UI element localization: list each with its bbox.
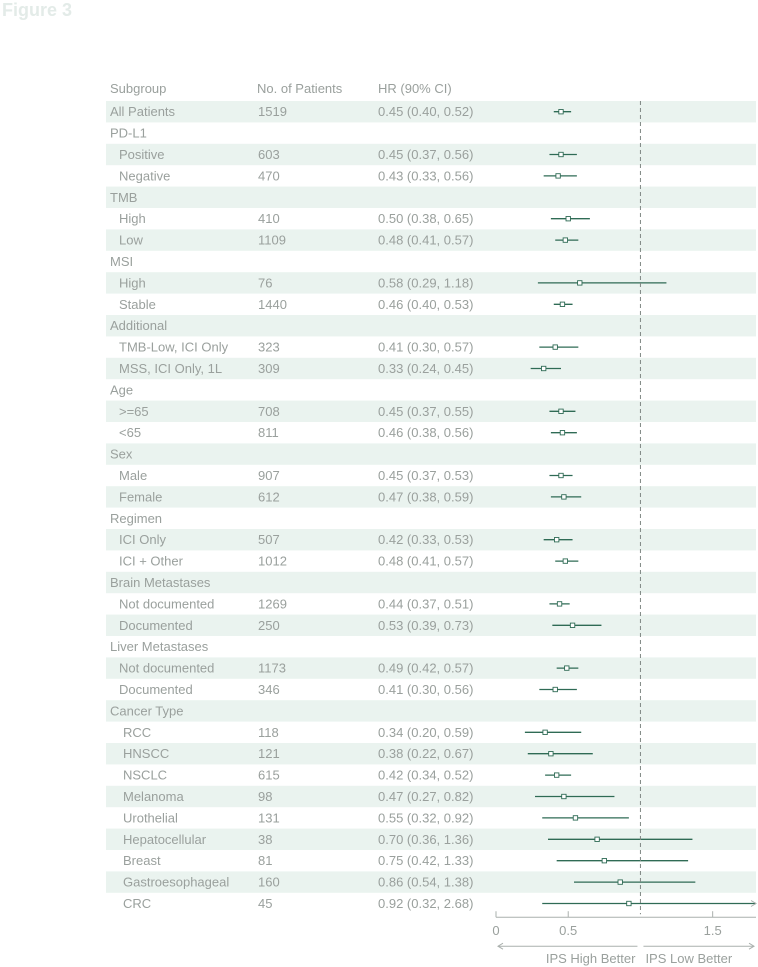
hr-point: [553, 345, 557, 349]
hr-point: [562, 495, 566, 499]
patient-count: 612: [258, 489, 280, 505]
hr-point: [595, 837, 599, 841]
subgroup-label: Negative: [119, 168, 171, 184]
subgroup-header: MSI: [110, 254, 134, 269]
hr-point: [618, 880, 622, 884]
hr-value: 0.75 (0.42, 1.33): [378, 853, 474, 869]
hr-value: 0.53 (0.39, 0.73): [378, 617, 474, 633]
subgroup-header: Regimen: [110, 510, 163, 526]
hr-point: [563, 559, 567, 563]
hr-value: 0.48 (0.41, 0.57): [378, 553, 474, 569]
patient-count: 250: [258, 617, 280, 633]
patient-count: 121: [258, 746, 280, 762]
hr-point: [602, 859, 606, 863]
patient-count: 76: [258, 275, 273, 291]
patient-count: 1012: [258, 553, 287, 569]
hr-value: 0.70 (0.36, 1.36): [378, 831, 474, 847]
hr-point: [563, 238, 567, 242]
patient-count: 1269: [258, 596, 287, 612]
hr-point: [541, 366, 545, 370]
hr-point: [559, 473, 563, 477]
hr-point: [560, 302, 564, 306]
patient-count: 118: [258, 724, 279, 740]
subgroup-label: Urothelial: [123, 810, 178, 826]
hr-value: 0.50 (0.38, 0.65): [378, 211, 474, 227]
hr-value: 0.86 (0.54, 1.38): [378, 874, 474, 890]
subgroup-label: Not documented: [119, 596, 215, 612]
hr-value: 0.48 (0.41, 0.57): [378, 232, 474, 248]
subgroup-header: TMB: [110, 189, 138, 205]
subgroup-label: Low: [119, 232, 143, 248]
hr-point: [565, 666, 569, 670]
subgroup-header: Brain Metastases: [110, 575, 211, 590]
x-tick-label: 1.5: [703, 923, 722, 939]
hr-value: 0.46 (0.40, 0.53): [378, 296, 474, 312]
patient-count: 81: [258, 853, 273, 869]
hr-point: [553, 687, 557, 691]
row-band: [106, 700, 756, 721]
patient-count: 131: [258, 810, 280, 826]
hr-point: [556, 174, 560, 178]
patient-count: 907: [258, 468, 280, 483]
hr-point: [559, 110, 563, 114]
hr-value: 0.41 (0.30, 0.57): [378, 339, 474, 355]
x-tick-label: 0: [492, 923, 500, 939]
subgroup-label: Documented: [119, 617, 193, 633]
subgroup-label: >=65: [119, 403, 149, 419]
subgroup-header: Sex: [110, 446, 133, 462]
patient-count: 1173: [258, 660, 286, 676]
subgroup-header: Liver Metastases: [110, 639, 209, 655]
hr-value: 0.55 (0.32, 0.92): [378, 810, 474, 826]
subgroup-label: Female: [119, 489, 163, 505]
patient-count: 1440: [258, 296, 287, 312]
figure-label: Figure 3: [2, 0, 73, 20]
subgroup-label: HNSCC: [123, 746, 170, 762]
hr-value: 0.47 (0.38, 0.59): [378, 489, 474, 505]
patient-count: 1519: [258, 104, 287, 120]
subgroup-label: MSS, ICI Only, 1L: [119, 361, 223, 376]
hr-value: 0.92 (0.32, 2.68): [378, 896, 474, 911]
subgroup-label: Gastroesophageal: [123, 874, 230, 890]
patient-count: 603: [258, 147, 280, 162]
subgroup-label: ICI Only: [119, 532, 166, 548]
subgroup-label: Not documented: [119, 660, 215, 676]
patient-count: 38: [258, 831, 273, 847]
subgroup-label: ICI + Other: [119, 553, 183, 569]
patient-count: 1109: [258, 232, 286, 248]
hr-point: [557, 602, 561, 606]
patient-count: 160: [258, 874, 280, 890]
hr-point: [573, 816, 577, 820]
patient-count: 507: [258, 532, 280, 548]
subgroup-label: Melanoma: [123, 789, 184, 804]
hr-point: [566, 217, 570, 221]
patient-count: 98: [258, 789, 273, 804]
hr-value: 0.58 (0.29, 1.18): [378, 275, 474, 291]
hr-point: [562, 794, 566, 798]
patient-count: 309: [258, 361, 280, 376]
row-band: [106, 187, 756, 208]
header-hr: HR (90% CI): [378, 81, 452, 96]
hr-value: 0.45 (0.37, 0.55): [378, 403, 474, 419]
hr-point: [627, 901, 631, 905]
column-headers: [110, 81, 452, 96]
header-patients: No. of Patients: [257, 81, 343, 96]
x-axis: [492, 911, 756, 966]
hr-value: 0.43 (0.33, 0.56): [378, 168, 474, 184]
hr-value: 0.44 (0.37, 0.51): [378, 596, 474, 612]
hr-point: [559, 409, 563, 413]
hr-point: [570, 623, 574, 627]
subgroup-label: Stable: [119, 296, 156, 312]
subgroup-label: Documented: [119, 682, 193, 697]
patient-count: 615: [258, 767, 280, 783]
subgroup-label: Hepatocellular: [123, 831, 207, 847]
patient-count: 708: [258, 403, 280, 419]
hr-value: 0.42 (0.33, 0.53): [378, 532, 474, 548]
subgroup-label: Positive: [119, 147, 165, 162]
x-tick-label: 0.5: [559, 923, 578, 939]
hr-value: 0.45 (0.37, 0.53): [378, 468, 474, 483]
direction-label-right: IPS Low Better: [645, 951, 733, 967]
subgroup-label: High: [119, 211, 146, 227]
direction-label-left: IPS High Better: [545, 951, 636, 967]
hr-value: 0.46 (0.38, 0.56): [378, 425, 474, 441]
patient-count: 410: [258, 211, 280, 227]
subgroup-label: Male: [119, 468, 148, 483]
hr-value: 0.34 (0.20, 0.59): [378, 724, 474, 740]
hr-point: [560, 431, 564, 435]
hr-point: [559, 152, 563, 156]
hr-point: [554, 773, 558, 777]
subgroup-label: High: [119, 275, 146, 291]
subgroup-label: TMB-Low, ICI Only: [119, 339, 229, 355]
subgroup-header: Additional: [110, 318, 168, 334]
patient-count: 470: [258, 168, 280, 184]
patient-count: 346: [258, 682, 280, 697]
hr-value: 0.42 (0.34, 0.52): [378, 767, 474, 783]
hr-value: 0.45 (0.37, 0.56): [378, 147, 474, 162]
hr-point: [578, 281, 582, 285]
subgroup-label: All Patients: [110, 104, 176, 120]
subgroup-label: NSCLC: [123, 767, 168, 783]
subgroup-label: CRC: [123, 896, 152, 911]
hr-point: [549, 752, 553, 756]
subgroup-label: <65: [119, 425, 142, 441]
row-band: [106, 443, 756, 464]
patient-count: 811: [258, 425, 279, 441]
header-subgroup: Subgroup: [110, 81, 167, 96]
hr-point: [543, 730, 547, 734]
subgroup-label: Breast: [123, 853, 161, 869]
hr-value: 0.33 (0.24, 0.45): [378, 361, 474, 376]
hr-value: 0.41 (0.30, 0.56): [378, 682, 474, 697]
hr-value: 0.45 (0.40, 0.52): [378, 104, 474, 120]
hr-value: 0.49 (0.42, 0.57): [378, 660, 474, 676]
patient-count: 323: [258, 339, 280, 355]
hr-value: 0.38 (0.22, 0.67): [378, 746, 474, 762]
hr-point: [554, 538, 558, 542]
patient-count: 45: [258, 896, 273, 911]
row-band: [106, 315, 756, 336]
subgroup-header: PD-L1: [110, 125, 147, 141]
subgroup-header: Age: [110, 382, 134, 398]
subgroup-label: RCC: [123, 724, 152, 740]
hr-value: 0.47 (0.27, 0.82): [378, 789, 474, 804]
subgroup-header: Cancer Type: [110, 703, 184, 719]
